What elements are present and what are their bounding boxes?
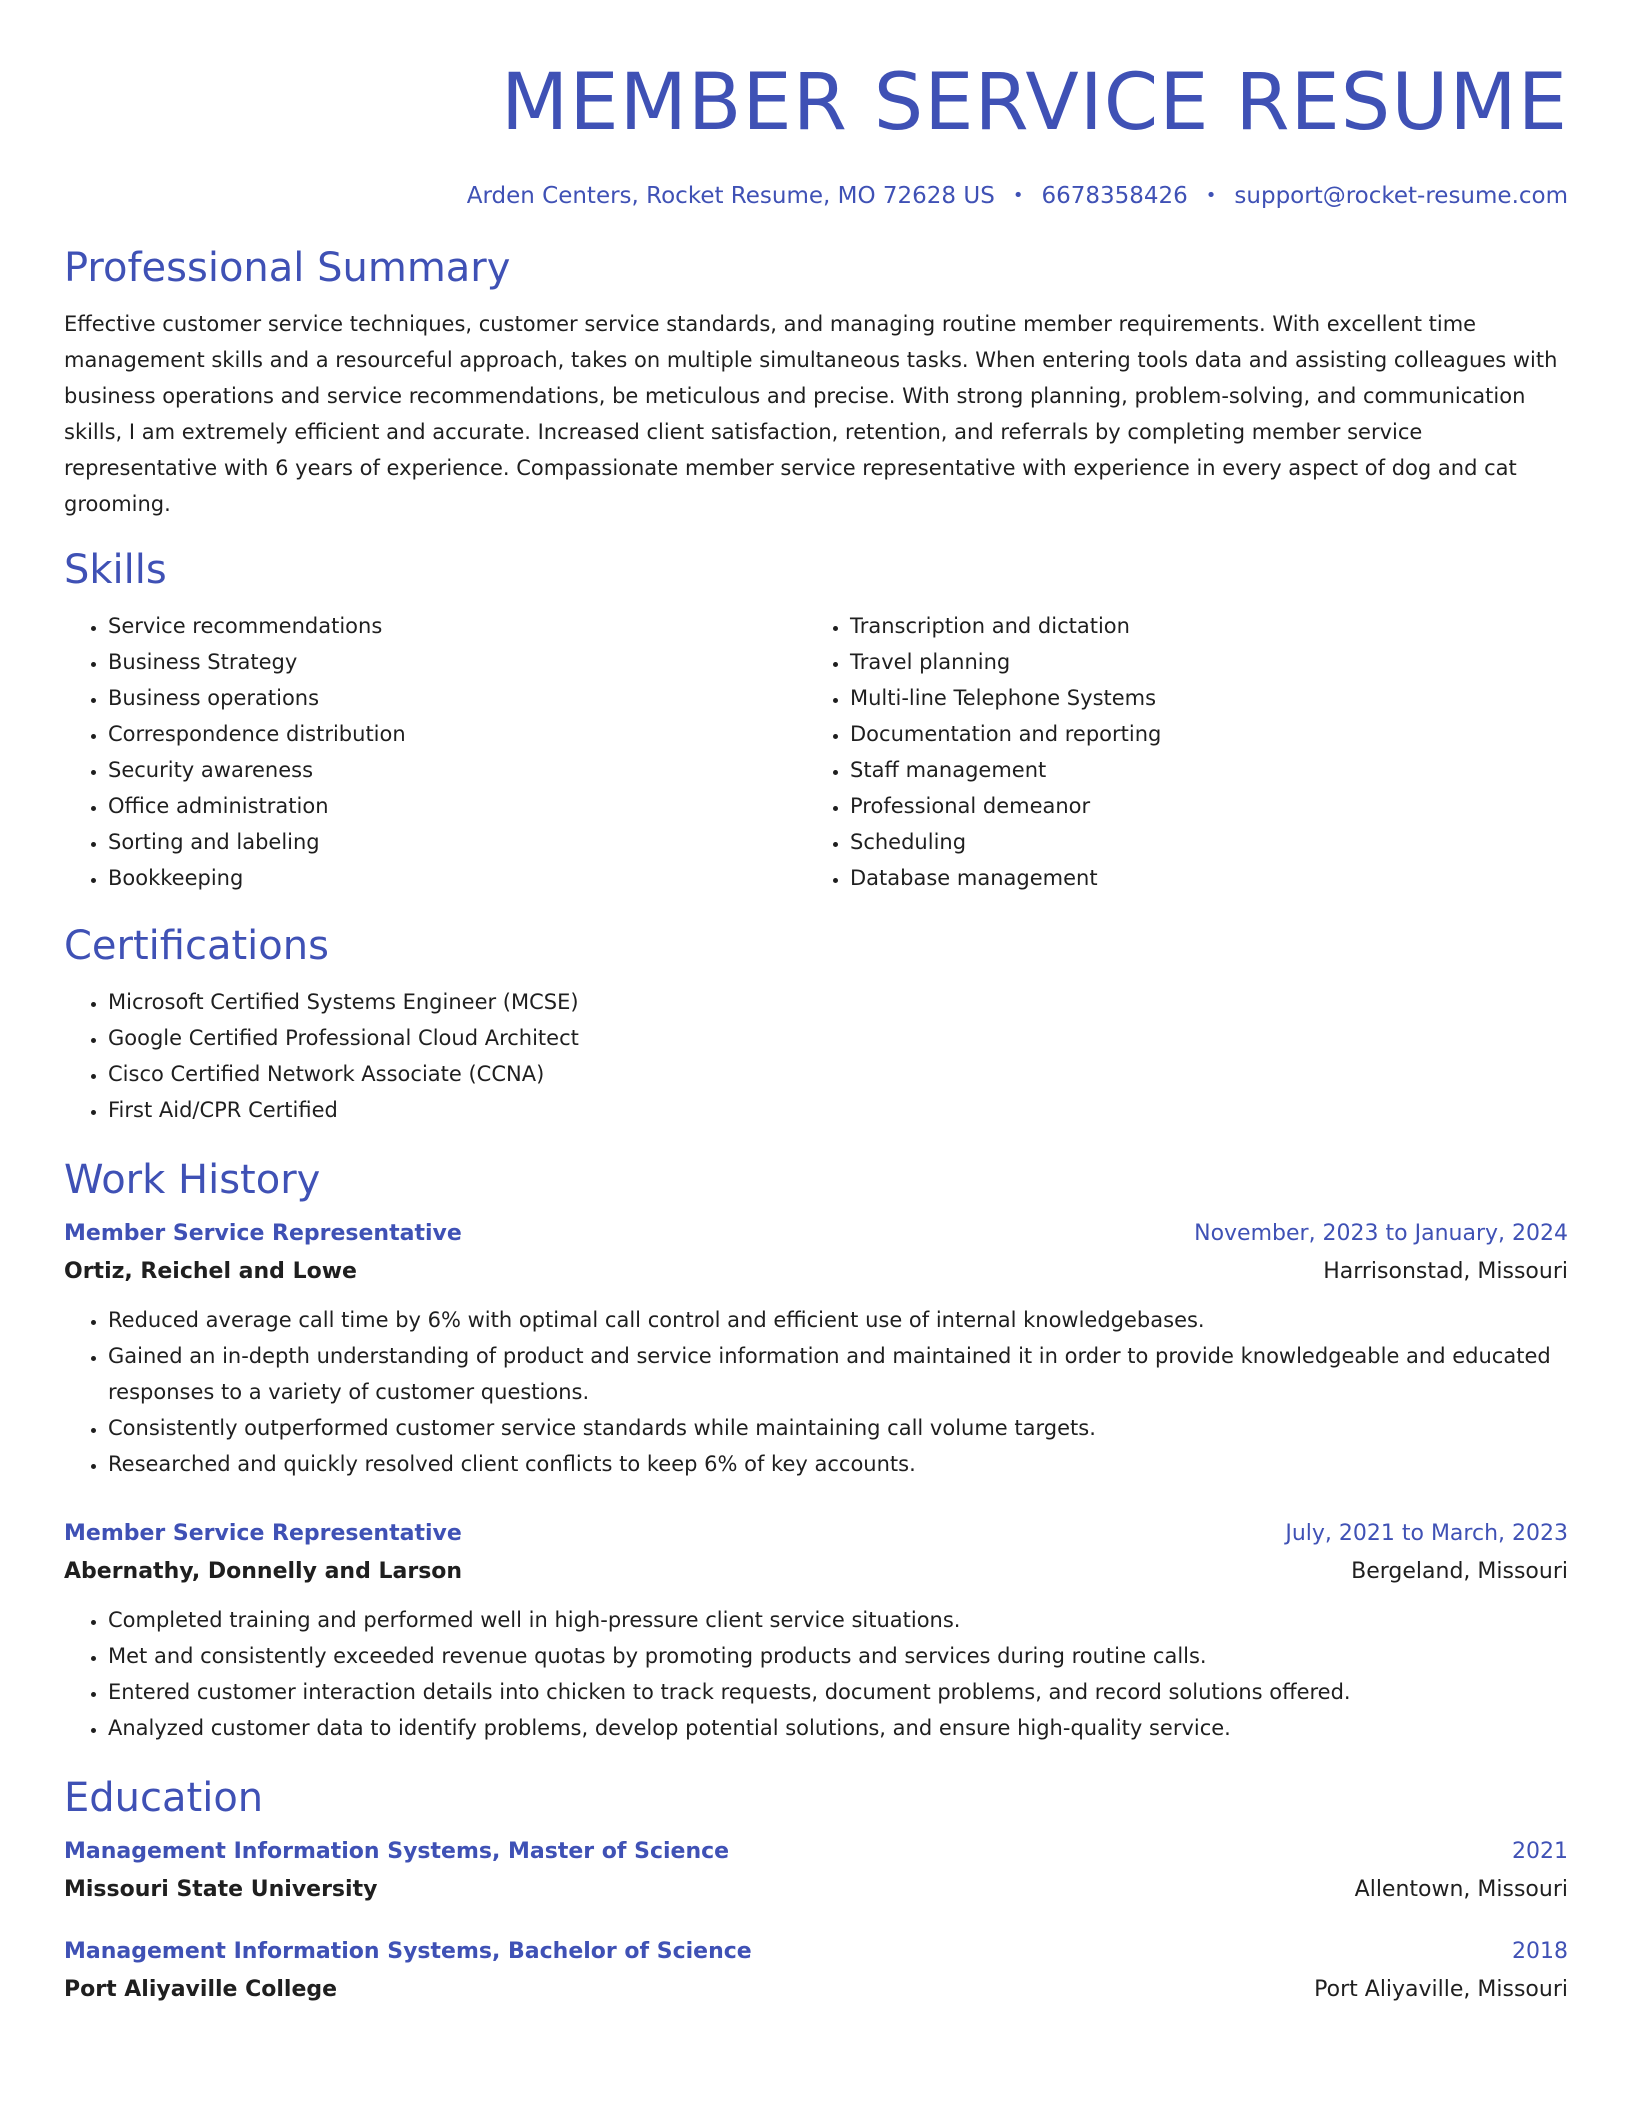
job-subheading: [64, 1552, 1568, 1592]
degree-heading: [64, 1934, 1568, 1970]
degree-school: Port Aliyaville College: [64, 1977, 338, 2002]
section-title-education: Education: [64, 1775, 264, 1821]
skill-item: • Bookkeeping: [108, 860, 806, 896]
job-bullet: • Analyzed customer data to identify problems, develop potential solutions, and ensure high-quality service.: [108, 1710, 1568, 1746]
job-location: Bergeland, Missouri: [1351, 1559, 1568, 1584]
job-bullet: • Completed training and performed well in high-pressure client service situations.: [108, 1602, 1568, 1638]
job-bullet: • Met and consistently exceeded revenue quotas by promoting products and services during routine calls.: [108, 1638, 1568, 1674]
contact-separator: •: [1012, 185, 1024, 206]
job-entry: [64, 1516, 1568, 1746]
contact-separator: •: [1205, 185, 1217, 206]
summary-text: Effective customer service techniques, customer service standards, and managing routine member requirements. With excellent time management skills and a resourceful approach, takes on multiple simultaneous tasks. When entering tools data and assisting colleagues with business operations and service recommendations, be meticulous and precise. With strong planning, problem-solving, and communication skills, I am extremely efficient and accurate. Increased client satisfaction, retention, and referrals by completing member service representative with 6 years of experience. Compassionate member service representative with experience in every aspect of dog and cat grooming.: [64, 312, 1558, 516]
job-subheading: [64, 1252, 1568, 1292]
degree-entry: [64, 1834, 1568, 1910]
degree-year: 2018: [1512, 1939, 1568, 1964]
skill-item: • Correspondence distribution: [108, 716, 806, 752]
skill-item: • Transcription and dictation: [850, 608, 1548, 644]
degree-name: Management Information Systems, Master of Science: [64, 1839, 730, 1864]
contact-phone[interactable]: 6678358426: [1041, 183, 1188, 209]
certifications-list: [64, 984, 1568, 1128]
work-history-section: [64, 1154, 1568, 1746]
skill-item: • Office administration: [108, 788, 806, 824]
job-bullet: • Researched and quickly resolved client conflicts to keep 6% of key accounts.: [108, 1446, 1568, 1482]
job-heading: [64, 1516, 1568, 1552]
section-title-summary: Professional Summary: [64, 245, 511, 291]
job-bullet: • Reduced average call time by 6% with optimal call control and efficient use of internal knowledgebases.: [108, 1302, 1568, 1338]
degree-name: Management Information Systems, Bachelor of Science: [64, 1939, 752, 1964]
skill-item: • Business operations: [108, 680, 806, 716]
section-title-certifications: Certifications: [64, 923, 329, 969]
skill-item: • Professional demeanor: [850, 788, 1548, 824]
skills-column-right: [806, 608, 1548, 896]
job-heading: [64, 1216, 1568, 1252]
skill-item: • Business Strategy: [108, 644, 806, 680]
job-bullets: [64, 1602, 1568, 1746]
degree-location: Port Aliyaville, Missouri: [1314, 1977, 1568, 2002]
education-section: [64, 1772, 1568, 2010]
certification-item: • Google Certified Professional Cloud Architect: [108, 1020, 1568, 1056]
job-bullets: [64, 1302, 1568, 1482]
degree-heading: [64, 1834, 1568, 1870]
skill-item: • Staff management: [850, 752, 1548, 788]
contact-email[interactable]: support@rocket-resume.com: [1234, 183, 1568, 209]
skill-item: • Documentation and reporting: [850, 716, 1548, 752]
degree-school: Missouri State University: [64, 1877, 378, 1902]
degree-subheading: [64, 1870, 1568, 1910]
skills-list-right: [806, 608, 1548, 896]
job-role: Member Service Representative: [64, 1521, 462, 1546]
job-company: Ortiz, Reichel and Lowe: [64, 1259, 357, 1284]
skill-item: • Sorting and labeling: [108, 824, 806, 860]
skills-list-left: [64, 608, 806, 896]
job-bullet: • Gained an in-depth understanding of product and service information and maintained it in order to provide knowledgeable and educated responses to a variety of customer questions.: [108, 1338, 1568, 1410]
degree-year: 2021: [1512, 1839, 1568, 1864]
contact-address: Arden Centers, Rocket Resume, MO 72628 US: [466, 183, 995, 209]
section-title-skills: Skills: [64, 547, 167, 593]
contact-line: [64, 180, 1568, 212]
summary-section: [64, 242, 1568, 522]
skill-item: • Travel planning: [850, 644, 1548, 680]
job-dates: July, 2021 to March, 2023: [1285, 1521, 1568, 1546]
resume-title: MEMBER SERVICE RESUME: [501, 58, 1568, 148]
skills-column-left: [64, 608, 806, 896]
skills-section: [64, 544, 1568, 896]
skills-grid: [64, 608, 1568, 896]
degree-location: Allentown, Missouri: [1354, 1877, 1568, 1902]
certification-item: • First Aid/CPR Certified: [108, 1092, 1568, 1128]
job-entry: [64, 1216, 1568, 1482]
skill-item: • Multi-line Telephone Systems: [850, 680, 1548, 716]
skill-item: • Database management: [850, 860, 1548, 896]
skill-item: • Security awareness: [108, 752, 806, 788]
job-location: Harrisonstad, Missouri: [1323, 1259, 1568, 1284]
certification-item: • Cisco Certified Network Associate (CCNA): [108, 1056, 1568, 1092]
skill-item: • Service recommendations: [108, 608, 806, 644]
skill-item: • Scheduling: [850, 824, 1548, 860]
job-bullet: • Consistently outperformed customer service standards while maintaining call volume targets.: [108, 1410, 1568, 1446]
certification-item: • Microsoft Certified Systems Engineer (MCSE): [108, 984, 1568, 1020]
section-title-work-history: Work History: [64, 1157, 321, 1203]
job-bullet: • Entered customer interaction details into chicken to track requests, document problems, and record solutions offered.: [108, 1674, 1568, 1710]
degree-subheading: [64, 1970, 1568, 2010]
job-company: Abernathy, Donnelly and Larson: [64, 1559, 463, 1584]
certifications-section: [64, 920, 1568, 1128]
job-dates: November, 2023 to January, 2024: [1194, 1221, 1568, 1246]
resume-header: [64, 48, 1568, 212]
job-role: Member Service Representative: [64, 1221, 462, 1246]
degree-entry: [64, 1934, 1568, 2010]
